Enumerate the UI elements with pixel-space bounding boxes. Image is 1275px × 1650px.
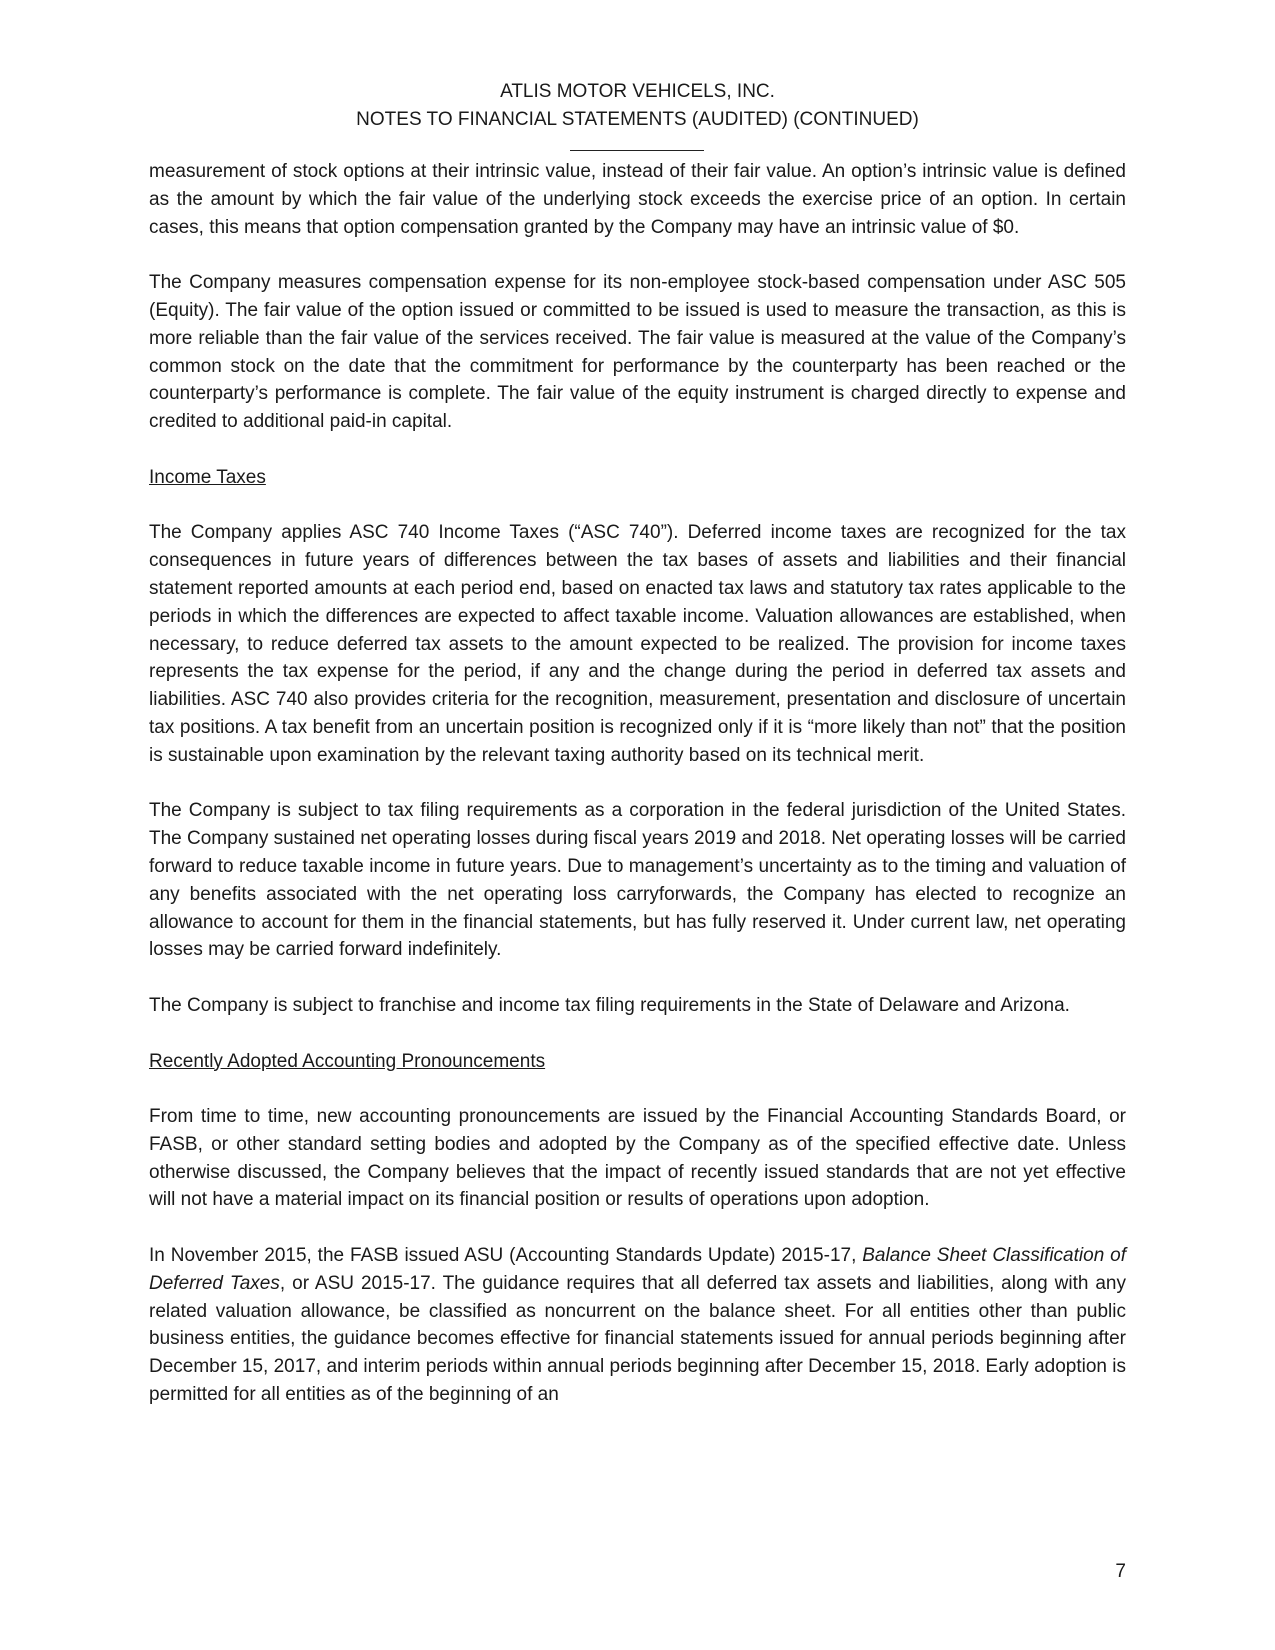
paragraph-new-pronouncements: From time to time, new accounting pronouncements are issued by the Financial Accounting Standards Board, or FASB, or other standard setting bodies and adopted by the Company as of the specified effective date. Unless otherwise discussed, the Company believes that the impact of recently issued standards that are not yet effective will not have a material impact on its financial position or results of operations upon adoption. <box>149 1106 1126 1211</box>
paragraph-asc-740: The Company applies ASC 740 Income Taxes (“ASC 740”). Deferred income taxes are recognized for the tax consequences in future years of differences between the tax bases of assets and liabilities and their financial statement reported amounts at each period end, based on enacted tax laws and statutory tax rates applicable to the periods in which the differences are expected to affect taxable income. Valuation allowances are established, when necessary, to reduce deferred tax assets to the amount expected to be realized. The provision for income taxes represents the tax expense for the period, if any and the change during the period in deferred tax assets and liabilities. ASC 740 also provides criteria for the recognition, measurement, presentation and disclosure of uncertain tax positions. A tax benefit from an uncertain position is recognized only if it is “more likely than not” that the position is sustainable upon examination by the relevant taxing authority based on its technical merit. <box>149 522 1126 766</box>
asu-title-italic: Balance Sheet Classification of Deferred Taxes <box>149 1245 1126 1294</box>
asu-text-part-1: In November 2015, the FASB issued ASU (Accounting Standards Update) 2015-17, <box>149 1245 863 1267</box>
heading-recent-pronouncements: Recently Adopted Accounting Pronouncements <box>149 1050 546 1072</box>
company-name: ATLIS MOTOR VEHICELS, INC. <box>500 81 775 102</box>
asu-text-part-2: , or ASU 2015-17. The guidance requires that all deferred tax assets and liabilities, along with any related valuation allowance, be classified as noncurrent on the balance sheet. For all entities other than public business entities, the guidance becomes effective for financial statements issued for annual periods beginning after December 15, 2017, and interim periods within annual periods beginning after December 15, 2018. Early adoption is permitted for all entities as of the beginning of an <box>149 1272 1127 1406</box>
header-divider <box>570 150 704 151</box>
paragraph-non-employee-compensation: The Company measures compensation expense for its non-employee stock-based compensation under ASC 505 (Equity). The fair value of the option issued or committed to be issued is used to measure the transaction, as this is more reliable than the fair value of the services received. The fair value is measured at the value of the Company’s common stock on the date that the commitment for performance by the counterparty has been reached or the counterparty’s performance is complete. The fair value of the equity instrument is charged directly to expense and credited to additional paid-in capital. <box>149 272 1126 433</box>
paragraph-stock-options: measurement of stock options at their intrinsic value, instead of their fair value. An option’s intrinsic value is defined as the amount by which the fair value of the underlying stock exceeds the exercise price of an option. In certain cases, this means that option compensation granted by the Company may have an intrinsic value of $0. <box>149 161 1126 238</box>
document-title: NOTES TO FINANCIAL STATEMENTS (AUDITED) (CONTINUED) <box>356 109 919 130</box>
paragraph-tax-filing-state: The Company is subject to franchise and income tax filing requirements in the State of Delaware and Arizona. <box>149 994 1070 1016</box>
page-number: 7 <box>1115 1561 1126 1582</box>
page-header <box>0 78 1275 134</box>
heading-income-taxes: Income Taxes <box>149 466 266 488</box>
paragraph-asu-2015-17 <box>149 1242 1126 1409</box>
document-body <box>149 158 1126 1409</box>
paragraph-tax-filing-federal: The Company is subject to tax filing requirements as a corporation in the federal jurisdiction of the United States. The Company sustained net operating losses during fiscal years 2019 and 2018. Net operating losses will be carried forward to reduce taxable income in future years. Due to management’s uncertainty as to the timing and valuation of any benefits associated with the net operating loss carryforwards, the Company has elected to recognize an allowance to account for them in the financial statements, but has fully reserved it. Under current law, net operating losses may be carried forward indefinitely. <box>149 800 1126 961</box>
